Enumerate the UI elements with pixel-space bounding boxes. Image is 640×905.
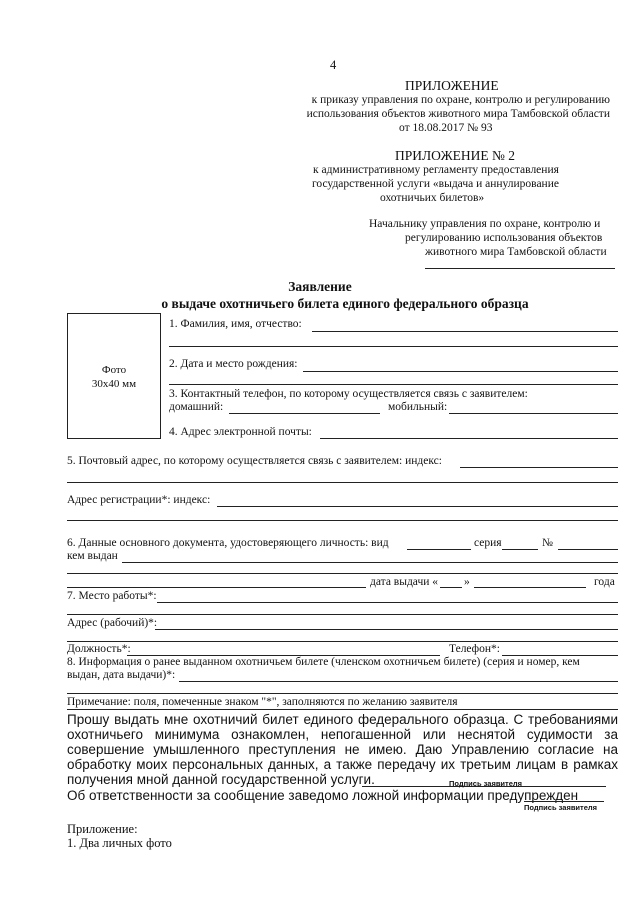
field-postal-label: 5. Почтовый адрес, по которому осуществляется связь с заявителем: индекс: bbox=[67, 455, 442, 467]
full-name-input[interactable] bbox=[312, 331, 618, 332]
issue-date-quote: » bbox=[464, 576, 470, 588]
home-phone-input[interactable] bbox=[229, 413, 380, 414]
birth-input-line2[interactable] bbox=[169, 384, 618, 385]
postal-index-input[interactable] bbox=[460, 467, 618, 468]
work-address-label: Адрес (рабочий)*: bbox=[67, 617, 158, 629]
appendix-line: от 18.08.2017 № 93 bbox=[399, 122, 493, 134]
photo-size: 30х40 мм bbox=[91, 378, 137, 390]
series-label: серия bbox=[474, 537, 502, 549]
note-line bbox=[67, 709, 618, 710]
field-birth-label: 2. Дата и место рождения: bbox=[169, 358, 298, 370]
addressee-line: Начальнику управления по охране, контролю и bbox=[369, 218, 601, 230]
field-full-name-label: 1. Фамилия, имя, отчество: bbox=[169, 318, 302, 330]
year-label: года bbox=[594, 576, 615, 588]
attachment-item: 1. Два личных фото bbox=[67, 836, 172, 850]
appendix-line: использования объектов животного мира Тамбовской области bbox=[306, 108, 610, 120]
registration-line2[interactable] bbox=[67, 520, 618, 521]
field-work-label: 7. Место работы*: bbox=[67, 590, 157, 602]
prev-license-line2[interactable] bbox=[67, 693, 618, 694]
note-text: Примечание: поля, помеченные знаком "*", заполняются по желанию заявителя bbox=[67, 696, 458, 708]
work-address-line2[interactable] bbox=[67, 641, 618, 642]
registration-input[interactable] bbox=[217, 506, 618, 507]
request-line: получения мной данной государственной услуги. bbox=[67, 772, 375, 787]
field-phone-label: 3. Контактный телефон, по которому осуществляется связь с заявителем: bbox=[169, 388, 528, 400]
home-phone-label: домашний: bbox=[169, 401, 224, 413]
mobile-phone-label: мобильный: bbox=[388, 401, 448, 413]
field-id-doc-label: 6. Данные основного документа, удостоверяющего личность: вид bbox=[67, 537, 389, 549]
full-name-input-line2[interactable] bbox=[169, 346, 618, 347]
issue-month-year-input[interactable] bbox=[474, 587, 586, 588]
number-input[interactable] bbox=[558, 549, 618, 550]
field-email-label: 4. Адрес электронной почты: bbox=[169, 426, 312, 438]
position-label: Должность*: bbox=[67, 643, 131, 655]
document-title: Заявление bbox=[288, 279, 352, 294]
email-input[interactable] bbox=[320, 438, 618, 439]
appendix2-line: охотничьих билетов» bbox=[380, 192, 485, 204]
signature2-caption: Подпись заявителя bbox=[524, 803, 598, 812]
work-line2[interactable] bbox=[67, 614, 618, 615]
responsibility-text: Об ответственности за сообщение заведомо ложной информации предупрежден bbox=[67, 788, 579, 803]
number-label: № bbox=[542, 537, 553, 549]
appendix-title: ПРИЛОЖЕНИЕ bbox=[405, 78, 499, 93]
postal-address-line[interactable] bbox=[67, 482, 618, 483]
series-input[interactable] bbox=[502, 549, 538, 550]
request-line: охотничьего минимума ознакомлен, непогашенной или неснятой судимости за bbox=[67, 727, 618, 742]
document-subtitle: о выдаче охотничьего билета единого федерального образца bbox=[161, 296, 529, 311]
issue-date-label: дата выдачи « bbox=[370, 576, 439, 588]
signature2-input[interactable] bbox=[524, 801, 604, 802]
work-input[interactable] bbox=[157, 602, 618, 603]
issued-by-line2[interactable] bbox=[67, 573, 618, 574]
mobile-phone-input[interactable] bbox=[449, 413, 618, 414]
appendix2-line: государственной услуги «выдача и аннулирование bbox=[312, 178, 559, 190]
prev-license-input[interactable] bbox=[179, 681, 618, 682]
page-number: 4 bbox=[330, 58, 337, 72]
addressee-blank[interactable] bbox=[425, 268, 615, 269]
appendix2-title: ПРИЛОЖЕНИЕ № 2 bbox=[395, 148, 516, 163]
addressee-line: животного мира Тамбовской области bbox=[425, 246, 607, 258]
work-phone-label: Телефон*: bbox=[449, 643, 500, 655]
issued-by-line3[interactable] bbox=[67, 587, 366, 588]
photo-box bbox=[67, 313, 161, 439]
field-prev-license-label: 8. Информация о ранее выданном охотничьем билете (членском охотничьем билете) (серия и номер, кем bbox=[67, 656, 580, 668]
appendix2-line: к административному регламенту предоставления bbox=[313, 164, 559, 176]
request-line: обработку моих персональных данных, а также передачу их третьим лицам в рамках bbox=[67, 757, 618, 772]
photo-label: Фото bbox=[101, 364, 127, 376]
registration-label: Адрес регистрации*: индекс: bbox=[67, 494, 211, 506]
request-line: Прошу выдать мне охотничий билет единого федерального образца. С требованиями bbox=[67, 712, 618, 727]
issue-day-input[interactable] bbox=[440, 587, 462, 588]
signature-caption: Подпись заявителя bbox=[449, 779, 523, 788]
issued-by-label: кем выдан bbox=[67, 550, 118, 562]
issued-by-input[interactable] bbox=[122, 562, 618, 563]
attachment-title: Приложение: bbox=[67, 822, 138, 836]
field-prev-license-label2: выдан, дата выдачи)*: bbox=[67, 669, 176, 681]
addressee-line: регулированию использования объектов bbox=[405, 232, 603, 244]
id-doc-type-input[interactable] bbox=[407, 549, 471, 550]
birth-input[interactable] bbox=[303, 371, 618, 372]
appendix-line: к приказу управления по охране, контролю и регулированию bbox=[311, 94, 610, 106]
work-address-input[interactable] bbox=[155, 629, 618, 630]
request-line: совершение умышленного преступления не имею. Даю Управлению согласие на bbox=[67, 742, 618, 757]
